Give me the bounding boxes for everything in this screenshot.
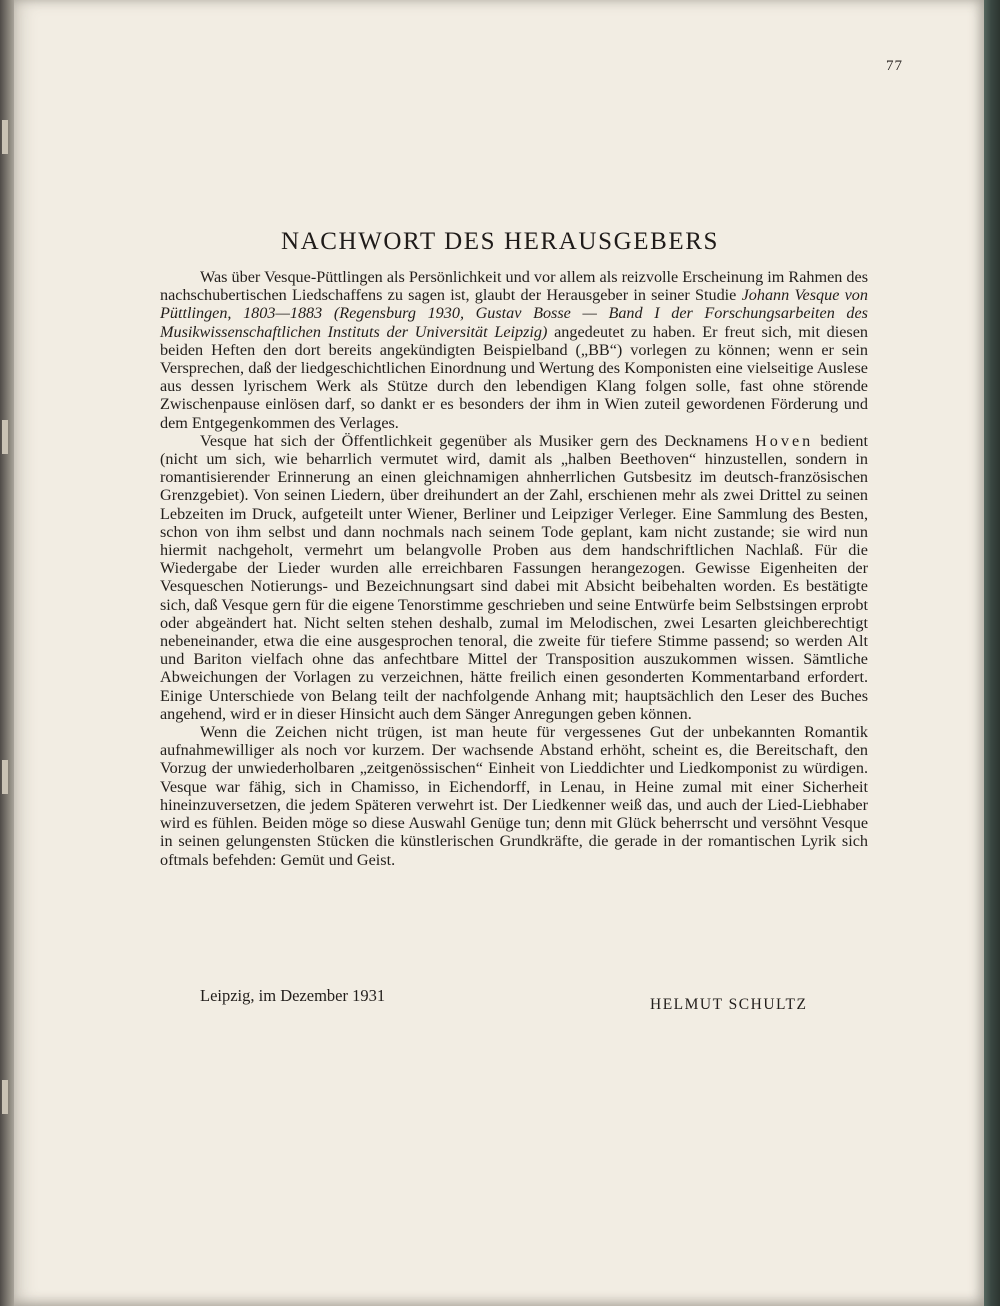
binding-mark [2,1080,8,1114]
paragraph-2-text-a: Vesque hat sich der Öffentlichkeit gegenüber als Musiker gern des Decknamens [200,431,756,450]
paragraph-1-text-b: angedeutet zu haben. Er freut sich, mit diesen beiden Heften den dort bereits angekündigten Beispielband („BB“) vorlegen zu können; wenn er sein Versprechen, daß der liedgeschichtlichen Einordnung und Wertung des Komponisten eine vielseitige Auslese aus dessen lyrischem Werk als Stütze durch den lebendigen Klang folgen solle, fast ohne störende Zwischenpause einlösen darf, so dankt er es besonders der ihm in Wien zuteil gewordenen Förderung und dem Entgegenkommen des Verlages. [160,322,869,432]
paragraph-2 [160,432,868,723]
author-signature: HELMUT SCHULTZ [650,996,808,1013]
place-date: Leipzig, im Dezember 1931 [200,986,386,1005]
afterword-body [160,268,868,869]
binding-mark [2,420,8,454]
paragraph-2-text-b: bedient (nicht um sich, wie beharrlich vermutet wird, damit als „halben Beethoven“ hinzustellen, sondern in romantisierender Erinnerung an einen gleichnamigen ahnherrlichen Gutsbesitz im deutsch-französischen Grenzgebiet). Von seinen Liedern, über dreihundert an der Zahl, erschienen mehr als zwei Drittel zu seinen Lebzeiten im Druck, aufgeteilt unter Wiener, Berliner und Leipziger Verleger. Eine Sammlung des Besten, schon von ihm selbst und dann nochmals nach seinem Tode geplant, kam nicht zustande; sie wird nun hiermit nachgeholt, vermehrt um belangvolle Proben aus dem handschriftlichen Nachlaß. Für die Wiedergabe der Lieder wurden alle erreichbaren Fassungen herangezogen. Gewisse Eigenheiten der Vesqueschen Notierungs- und Bezeichnungsart sind dabei mit Absicht beibehalten worden. Es bestätigte sich, daß Vesque gern für die eigene Tenorstimme geschrieben und seine Entwürfe beim Selbstsingen erprobt oder abgeändert hat. Nicht selten stehen deshalb, zumal im Melodischen, zwei Lesarten gleichberechtigt nebeneinander, etwa die eine ausgesprochen tenoral, die zweite für tiefere Stimme passend; so werden Alt und Bariton vielfach ohne das anfechtbare Mittel der Transposition auszukommen wissen. Sämtliche Abweichungen der Vorlagen zu verzeichnen, hätte freilich einen gesonderten Kommentarband erfordert. Einige Unterschiede von Belang teilt der nachfolgende Anhang mit; hauptsächlich den Leser des Buches angehend, wird er in dieser Hinsicht auch dem Sänger Anregungen geben können. [160,431,868,723]
paragraph-1-text-a: Was über Vesque-Püttlingen als Persönlichkeit und vor allem als reizvolle Erscheinung im Rahmen des nachschubertischen Liedschaffens zu sagen ist, glaubt der Herausgeber in seiner Studie [160,268,868,305]
page-number: 77 [886,58,903,74]
study-title: Johann Vesque von Püttlingen, 1803—1883 (Regensburg 1930, Gustav Bosse — Band I der Forschungsarbeiten des Musikwissenschaftlichen Instituts der Universität Leipzig) [160,286,868,341]
page-title: NACHWORT DES HERAUSGEBERS [280,228,720,255]
book-binding-right [982,0,1000,1306]
binding-mark [2,760,8,794]
paragraph-3: Wenn die Zeichen nicht trügen, ist man heute für vergessenes Gut der unbekannten Romantik aufnahmewilliger als noch vor kurzem. Der wachsende Abstand erhöht, scheint es, die Bereitschaft, den Vorzug der unwiederholbaren „zeitgenössischen“ Einheit von Lieddichter und Liedkomponist zu würdigen. Vesque war fähig, sich in Chamisso, in Eichendorff, in Lenau, in Heine zumal mit einer Sicherheit hineinzuversetzen, die jedem Späteren verwehrt ist. Der Liedkenner weiß das, und auch der Lied-Liebhaber wird es fühlen. Beiden möge so diese Auswahl Genüge tun; denn mit Glück beherrscht und versöhnt Vesque in seinen gelungensten Stücken die künstlerischen Grundkräfte, die gerade in der romantischen Lyrik sich oftmals befehden: Gemüt und Geist. [160,723,868,869]
pseudonym: Hoven [755,431,814,450]
binding-mark [2,120,8,154]
paragraph-1 [160,268,868,432]
